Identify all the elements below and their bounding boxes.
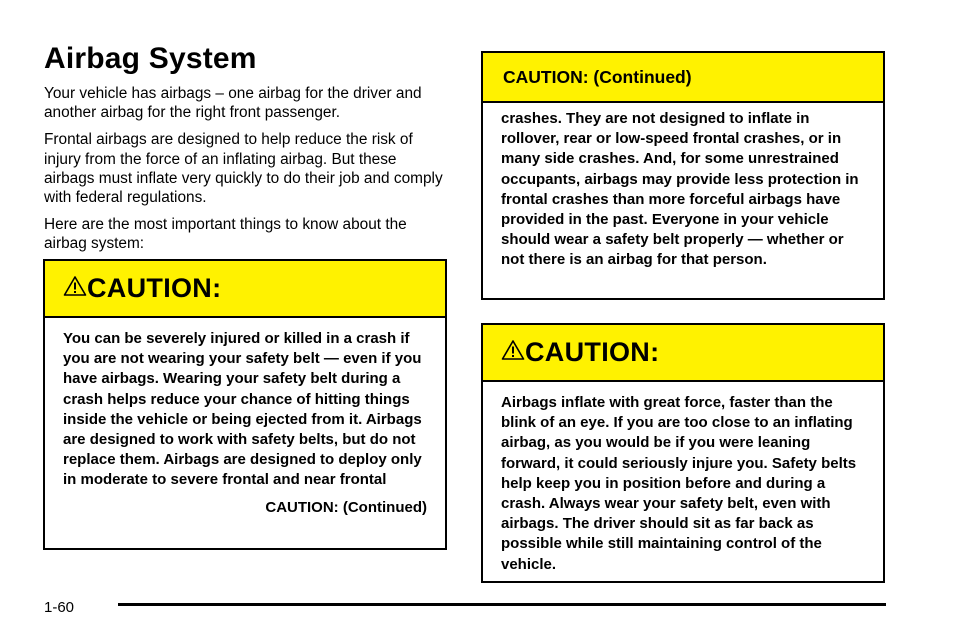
intro-paragraph-3: Here are the most important things to know about the airbag system: <box>44 216 407 253</box>
caution-title: CAUTION: <box>87 273 222 303</box>
caution-body-text: crashes. They are not designed to inflate in rollover, rear or low-speed frontal crashes, or in many side crashes. And, for some unrestrained occupants, airbags may provide less protection in frontal crashes than more forceful airbags have provided in the past. Everyone in your vehicle should wear a safety belt properly — whether or not there is an airbag for that person. <box>501 110 859 269</box>
caution-header <box>483 53 883 103</box>
caution-text <box>483 382 883 575</box>
caution-body-text: Airbags inflate with great force, faster than the blink of an eye. If you are too close to an inflating airbag, as you would be if you were leaning forward, it could seriously injure you. Safety belts help keep you in position before and during a crash. Always wear your safety belt, even with airbags. The driver should sit as far back as possible while still maintaining control of the vehicle. <box>501 394 857 573</box>
warning-triangle-icon <box>63 275 87 302</box>
footer-rule <box>118 603 886 606</box>
caution-box-airbag-force <box>481 323 885 583</box>
caution-text <box>45 318 445 518</box>
intro-paragraph-1: Your vehicle has airbags – one airbag for the driver and another airbag for the right front passenger. <box>44 85 422 122</box>
caution-continued-label: CAUTION: (Continued) <box>265 498 427 516</box>
caution-header <box>483 325 883 382</box>
intro-paragraph-2: Frontal airbags are designed to help reduce the risk of injury from the force of an inflating airbag. But these airbags must inflate very quickly to do their job and comply with federal regulations. <box>44 131 443 207</box>
caution-title: CAUTION: <box>525 337 660 367</box>
page-title: Airbag System <box>44 42 257 75</box>
warning-triangle-icon <box>501 339 525 366</box>
caution-box-continued <box>481 51 885 300</box>
caution-box-seat-belt <box>43 259 447 550</box>
caution-body-text: You can be severely injured or killed in a crash if you are not wearing your safety belt — even if you have airbags. Wearing your safety belt during a crash helps reduce your chance of hitting things inside the vehicle or being ejected from it. Airbags are designed to work with safety belts, but do not replace them. Airbags are designed to deploy only in moderate to severe frontal and near frontal <box>63 330 422 489</box>
caution-title: CAUTION: (Continued) <box>503 66 692 87</box>
left-column <box>44 40 448 254</box>
caution-text <box>483 103 883 271</box>
page-number: 1-60 <box>44 599 75 616</box>
caution-header <box>45 261 445 318</box>
